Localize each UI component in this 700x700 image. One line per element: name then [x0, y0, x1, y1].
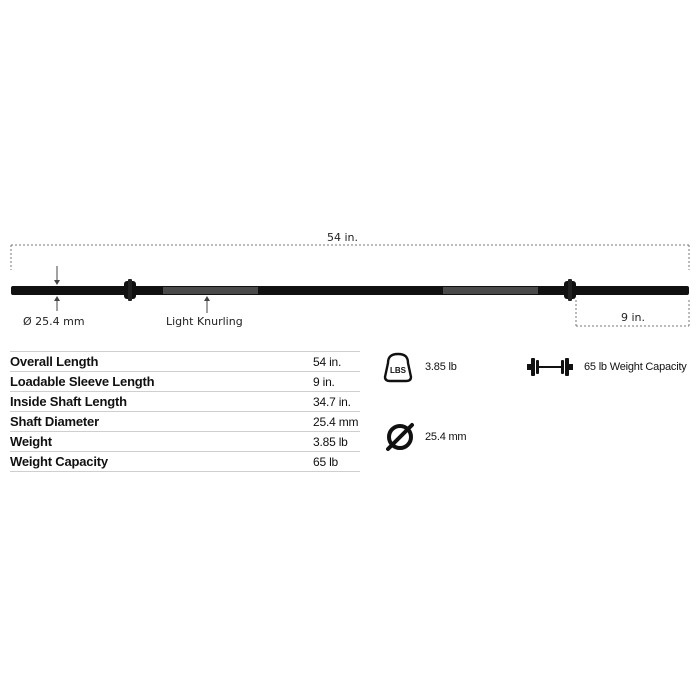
table-row — [10, 411, 360, 431]
spec-label: Loadable Sleeve Length — [10, 374, 155, 389]
spec-value: 34.7 in. — [313, 394, 351, 409]
spec-value: 65 lb — [313, 454, 339, 469]
knurling-right — [443, 287, 538, 294]
barbell-shaft — [11, 286, 689, 295]
overall-length-label: 54 in. — [327, 231, 359, 244]
sleeve-length-label: 9 in. — [621, 311, 646, 324]
diameter-arrow-bottom-head — [54, 296, 60, 301]
capacity-feature-label: 65 lb Weight Capacity — [584, 361, 687, 373]
table-row — [10, 451, 360, 472]
spec-label: Weight Capacity — [10, 454, 108, 469]
dumbbell-icon — [527, 356, 573, 378]
table-row — [10, 351, 360, 371]
lbs-icon-text: LBS — [390, 366, 406, 375]
diameter-icon — [383, 420, 417, 454]
table-row — [10, 371, 360, 391]
spec-value: 3.85 lb — [313, 434, 348, 449]
knurling-left — [163, 287, 258, 294]
spec-value: 25.4 mm — [313, 414, 359, 429]
knurling-pointer-head — [204, 296, 210, 301]
spec-label: Overall Length — [10, 354, 99, 369]
barbell-diagram — [0, 0, 700, 340]
diameter-arrow-top-head — [54, 280, 60, 285]
spec-value: 9 in. — [313, 374, 335, 389]
weight-feature-label: 3.85 lb — [425, 361, 457, 373]
collar-left-ring — [128, 279, 132, 301]
spec-label: Weight — [10, 434, 52, 449]
knurling-label: Light Knurling — [166, 315, 243, 328]
spec-label: Shaft Diameter — [10, 414, 99, 429]
spec-table — [10, 351, 360, 472]
table-row — [10, 391, 360, 411]
spec-value: 54 in. — [313, 354, 342, 369]
lbs-weight-icon — [383, 351, 413, 383]
diameter-feature-label: 25.4 mm — [425, 431, 467, 443]
collar-right-ring — [568, 279, 572, 301]
table-row — [10, 431, 360, 451]
spec-label: Inside Shaft Length — [10, 394, 127, 409]
diameter-label: Ø 25.4 mm — [23, 315, 85, 328]
